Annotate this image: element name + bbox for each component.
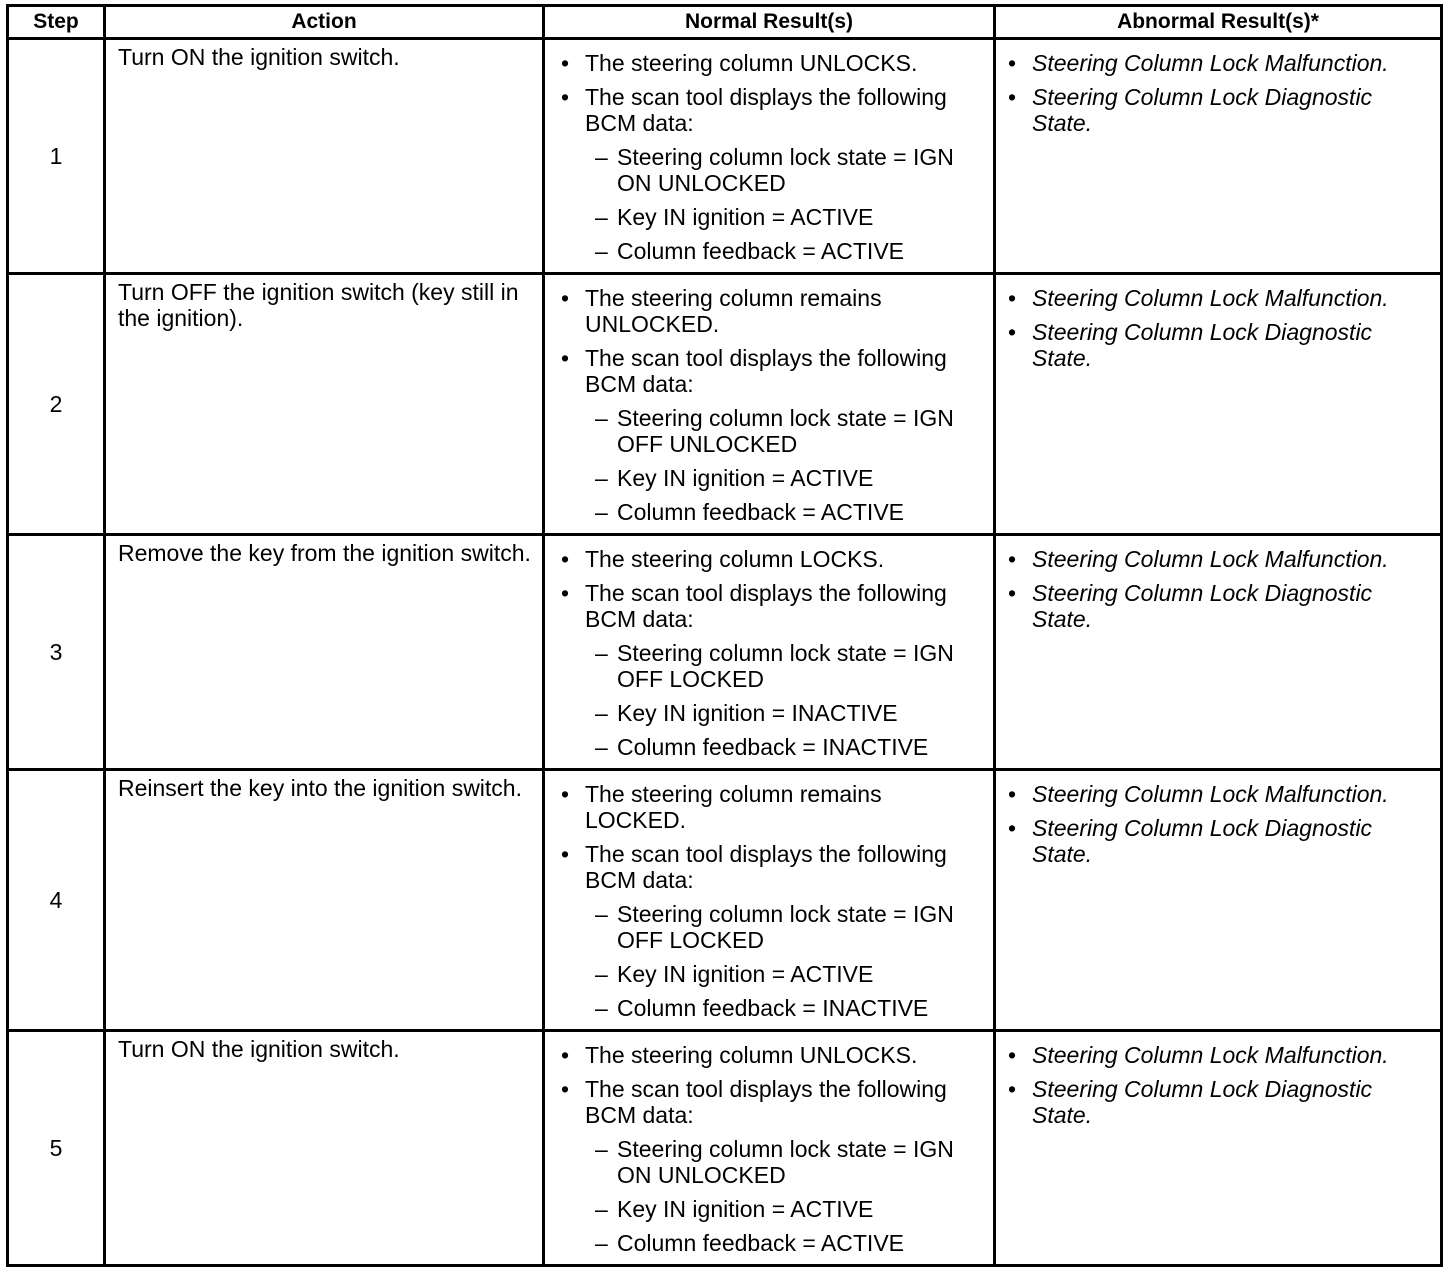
bcm-data-list — [585, 640, 987, 760]
bcm-data-item — [595, 405, 987, 457]
abnormal-result-link: Steering Column Lock Diagnostic State. — [1032, 1076, 1373, 1128]
normal-result-item — [561, 1042, 987, 1068]
action-text: Turn ON the ignition switch. — [118, 1036, 400, 1062]
normal-results-cell — [544, 274, 995, 535]
bcm-data-text: Key IN ignition = ACTIVE — [617, 465, 874, 491]
dash-icon: – — [595, 499, 608, 525]
table-row — [8, 274, 1442, 535]
dash-icon: – — [595, 1230, 608, 1256]
bcm-data-text: Steering column lock state = IGN ON UNLOCKED — [617, 144, 954, 196]
action-text: Turn ON the ignition switch. — [118, 44, 400, 70]
abnormal-result-item — [1008, 319, 1434, 371]
normal-result-text: The steering column remains LOCKED. — [585, 781, 882, 833]
abnormal-result-link: Steering Column Lock Malfunction. — [1032, 781, 1389, 807]
dash-icon: – — [595, 144, 608, 170]
abnormal-results-cell — [995, 770, 1442, 1031]
bcm-data-item — [595, 499, 987, 525]
abnormal-results-cell — [995, 39, 1442, 274]
normal-results-list — [545, 40, 993, 264]
bcm-data-item — [595, 961, 987, 987]
normal-results-list — [545, 275, 993, 525]
action-cell — [105, 274, 544, 535]
bcm-data-item — [595, 734, 987, 760]
abnormal-results-list — [996, 771, 1440, 867]
bullet-icon: • — [1008, 50, 1017, 76]
normal-result-item — [561, 84, 987, 264]
header-abnormal-results: Abnormal Result(s)* — [995, 6, 1442, 39]
bullet-icon: • — [1008, 319, 1017, 345]
abnormal-result-item — [1008, 50, 1434, 76]
bullet-icon: • — [1008, 1076, 1017, 1102]
normal-results-cell — [544, 770, 995, 1031]
bcm-data-item — [595, 465, 987, 491]
abnormal-result-item — [1008, 1042, 1434, 1068]
normal-result-text: The steering column UNLOCKS. — [585, 1042, 918, 1068]
abnormal-results-cell — [995, 535, 1442, 770]
bcm-data-text: Column feedback = INACTIVE — [617, 734, 929, 760]
table-row — [8, 770, 1442, 1031]
bcm-data-item — [595, 640, 987, 692]
abnormal-result-link: Steering Column Lock Malfunction. — [1032, 1042, 1389, 1068]
bcm-data-item — [595, 995, 987, 1021]
bcm-data-item — [595, 238, 987, 264]
normal-results-cell — [544, 1031, 995, 1266]
dash-icon: – — [595, 204, 608, 230]
bullet-icon: • — [561, 84, 570, 110]
normal-results-cell — [544, 535, 995, 770]
bcm-data-text: Steering column lock state = IGN OFF LOCKED — [617, 901, 954, 953]
normal-result-item — [561, 546, 987, 572]
normal-results-cell — [544, 39, 995, 274]
header-step: Step — [8, 6, 105, 39]
table-row — [8, 535, 1442, 770]
bcm-data-item — [595, 144, 987, 196]
bcm-data-list — [585, 1136, 987, 1256]
abnormal-results-list — [996, 275, 1440, 371]
abnormal-result-link: Steering Column Lock Malfunction. — [1032, 285, 1389, 311]
header-row — [8, 6, 1442, 39]
bullet-icon: • — [1008, 815, 1017, 841]
step-number: 4 — [8, 770, 105, 1031]
diagnostic-table — [6, 4, 1443, 1267]
step-number: 5 — [8, 1031, 105, 1266]
bcm-data-text: Key IN ignition = INACTIVE — [617, 700, 898, 726]
normal-result-item — [561, 580, 987, 760]
header-normal-results: Normal Result(s) — [544, 6, 995, 39]
bullet-icon: • — [1008, 84, 1017, 110]
normal-result-item — [561, 345, 987, 525]
action-text: Reinsert the key into the ignition switch. — [118, 775, 522, 801]
abnormal-result-item — [1008, 84, 1434, 136]
action-cell — [105, 535, 544, 770]
bcm-data-text: Column feedback = INACTIVE — [617, 995, 929, 1021]
dash-icon: – — [595, 465, 608, 491]
bullet-icon: • — [1008, 546, 1017, 572]
abnormal-result-item — [1008, 1076, 1434, 1128]
abnormal-result-link: Steering Column Lock Diagnostic State. — [1032, 319, 1373, 371]
normal-result-item — [561, 285, 987, 337]
bullet-icon: • — [561, 580, 570, 606]
normal-result-item — [561, 781, 987, 833]
normal-result-item — [561, 841, 987, 1021]
dash-icon: – — [595, 640, 608, 666]
bullet-icon: • — [561, 345, 570, 371]
bcm-data-item — [595, 1196, 987, 1222]
bcm-data-text: Column feedback = ACTIVE — [617, 499, 905, 525]
normal-result-text: The scan tool displays the following BCM data: — [585, 1076, 947, 1128]
bullet-icon: • — [1008, 285, 1017, 311]
normal-result-text: The steering column remains UNLOCKED. — [585, 285, 882, 337]
abnormal-results-list — [996, 1032, 1440, 1128]
bcm-data-item — [595, 1136, 987, 1188]
normal-result-text: The scan tool displays the following BCM data: — [585, 580, 947, 632]
dash-icon: – — [595, 238, 608, 264]
abnormal-result-item — [1008, 580, 1434, 632]
bullet-icon: • — [561, 50, 570, 76]
bcm-data-text: Key IN ignition = ACTIVE — [617, 204, 874, 230]
dash-icon: – — [595, 1196, 608, 1222]
bcm-data-list — [585, 901, 987, 1021]
abnormal-result-link: Steering Column Lock Diagnostic State. — [1032, 580, 1373, 632]
bcm-data-text: Steering column lock state = IGN ON UNLOCKED — [617, 1136, 954, 1188]
dash-icon: – — [595, 734, 608, 760]
abnormal-result-item — [1008, 546, 1434, 572]
bcm-data-text: Column feedback = ACTIVE — [617, 1230, 905, 1256]
normal-result-text: The scan tool displays the following BCM data: — [585, 841, 947, 893]
abnormal-results-list — [996, 40, 1440, 136]
table-row — [8, 1031, 1442, 1266]
dash-icon: – — [595, 405, 608, 431]
action-text: Remove the key from the ignition switch. — [118, 540, 531, 566]
abnormal-result-link: Steering Column Lock Malfunction. — [1032, 546, 1389, 572]
normal-results-list — [545, 1032, 993, 1256]
bcm-data-text: Steering column lock state = IGN OFF UNLOCKED — [617, 405, 954, 457]
action-text: Turn OFF the ignition switch (key still in the ignition). — [118, 279, 519, 331]
header-action: Action — [105, 6, 544, 39]
bcm-data-list — [585, 144, 987, 264]
bullet-icon: • — [1008, 580, 1017, 606]
dash-icon: – — [595, 961, 608, 987]
abnormal-result-link: Steering Column Lock Malfunction. — [1032, 50, 1389, 76]
normal-result-text: The steering column LOCKS. — [585, 546, 885, 572]
bullet-icon: • — [1008, 781, 1017, 807]
normal-result-text: The scan tool displays the following BCM data: — [585, 84, 947, 136]
dash-icon: – — [595, 901, 608, 927]
bullet-icon: • — [561, 1042, 570, 1068]
abnormal-result-link: Steering Column Lock Diagnostic State. — [1032, 84, 1373, 136]
bcm-data-item — [595, 204, 987, 230]
bcm-data-text: Key IN ignition = ACTIVE — [617, 1196, 874, 1222]
bcm-data-text: Steering column lock state = IGN OFF LOCKED — [617, 640, 954, 692]
step-number: 2 — [8, 274, 105, 535]
abnormal-result-link: Steering Column Lock Diagnostic State. — [1032, 815, 1373, 867]
bullet-icon: • — [561, 285, 570, 311]
abnormal-result-item — [1008, 781, 1434, 807]
step-number: 3 — [8, 535, 105, 770]
dash-icon: – — [595, 995, 608, 1021]
normal-result-item — [561, 50, 987, 76]
bcm-data-text: Column feedback = ACTIVE — [617, 238, 905, 264]
bcm-data-list — [585, 405, 987, 525]
action-cell — [105, 1031, 544, 1266]
abnormal-result-item — [1008, 285, 1434, 311]
normal-results-list — [545, 771, 993, 1021]
normal-result-text: The steering column UNLOCKS. — [585, 50, 918, 76]
bcm-data-item — [595, 901, 987, 953]
bullet-icon: • — [561, 546, 570, 572]
bullet-icon: • — [1008, 1042, 1017, 1068]
normal-results-list — [545, 536, 993, 760]
step-number: 1 — [8, 39, 105, 274]
abnormal-results-cell — [995, 1031, 1442, 1266]
table-row — [8, 39, 1442, 274]
abnormal-results-list — [996, 536, 1440, 632]
bcm-data-item — [595, 700, 987, 726]
bcm-data-text: Key IN ignition = ACTIVE — [617, 961, 874, 987]
bullet-icon: • — [561, 781, 570, 807]
action-cell — [105, 770, 544, 1031]
bullet-icon: • — [561, 1076, 570, 1102]
bcm-data-item — [595, 1230, 987, 1256]
action-cell — [105, 39, 544, 274]
abnormal-results-cell — [995, 274, 1442, 535]
dash-icon: – — [595, 1136, 608, 1162]
bullet-icon: • — [561, 841, 570, 867]
normal-result-item — [561, 1076, 987, 1256]
dash-icon: – — [595, 700, 608, 726]
normal-result-text: The scan tool displays the following BCM data: — [585, 345, 947, 397]
abnormal-result-item — [1008, 815, 1434, 867]
